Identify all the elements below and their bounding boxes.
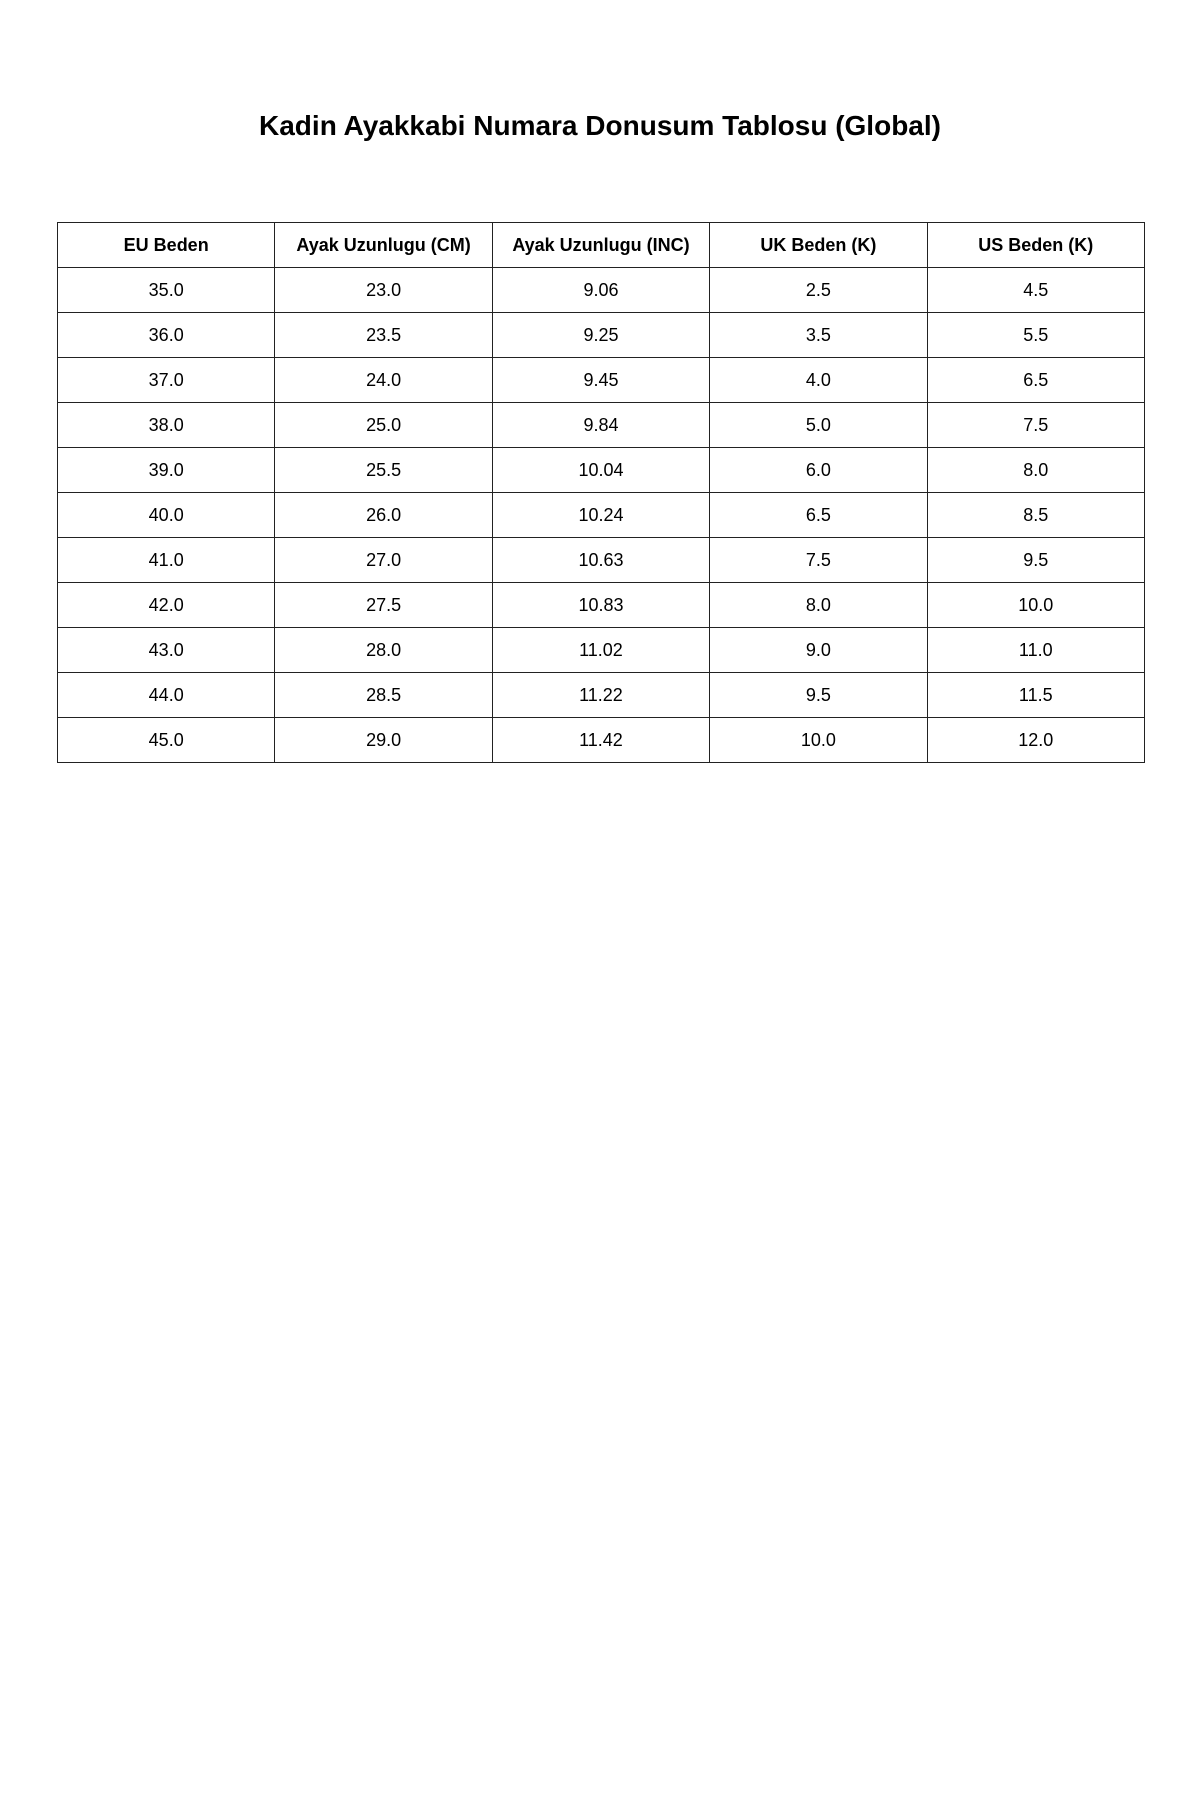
table-row: [58, 673, 1145, 718]
table-header-row: [58, 223, 1145, 268]
table-row: [58, 448, 1145, 493]
table-cell: 11.22: [492, 673, 709, 718]
table-row: [58, 493, 1145, 538]
table-cell: 7.5: [710, 538, 927, 583]
table-cell: 45.0: [58, 718, 275, 763]
table-cell: 9.5: [927, 538, 1144, 583]
column-header: Ayak Uzunlugu (INC): [492, 223, 709, 268]
table-cell: 39.0: [58, 448, 275, 493]
table-cell: 10.0: [927, 583, 1144, 628]
table-cell: 11.5: [927, 673, 1144, 718]
table-cell: 6.5: [927, 358, 1144, 403]
table-cell: 35.0: [58, 268, 275, 313]
table-cell: 44.0: [58, 673, 275, 718]
table-cell: 5.0: [710, 403, 927, 448]
table-cell: 27.0: [275, 538, 492, 583]
table-cell: 25.5: [275, 448, 492, 493]
size-conversion-table: [57, 222, 1145, 763]
table-cell: 9.84: [492, 403, 709, 448]
page-title: Kadin Ayakkabi Numara Donusum Tablosu (Global): [259, 110, 941, 141]
table-cell: 9.0: [710, 628, 927, 673]
table-cell: 12.0: [927, 718, 1144, 763]
table-cell: 9.25: [492, 313, 709, 358]
table-row: [58, 358, 1145, 403]
table-cell: 10.04: [492, 448, 709, 493]
table-cell: 2.5: [710, 268, 927, 313]
table-cell: 23.5: [275, 313, 492, 358]
table-cell: 11.42: [492, 718, 709, 763]
table-row: [58, 313, 1145, 358]
table-cell: 29.0: [275, 718, 492, 763]
table-cell: 43.0: [58, 628, 275, 673]
table-cell: 25.0: [275, 403, 492, 448]
table-cell: 5.5: [927, 313, 1144, 358]
table-row: [58, 403, 1145, 448]
table-cell: 9.06: [492, 268, 709, 313]
table-body: [58, 268, 1145, 763]
table-cell: 37.0: [58, 358, 275, 403]
table-cell: 8.0: [927, 448, 1144, 493]
table-row: [58, 628, 1145, 673]
table-cell: 23.0: [275, 268, 492, 313]
table-row: [58, 538, 1145, 583]
table-cell: 9.5: [710, 673, 927, 718]
table-cell: 26.0: [275, 493, 492, 538]
table-cell: 38.0: [58, 403, 275, 448]
table-cell: 10.63: [492, 538, 709, 583]
table-cell: 42.0: [58, 583, 275, 628]
table-cell: 11.0: [927, 628, 1144, 673]
table-cell: 10.83: [492, 583, 709, 628]
table-cell: 36.0: [58, 313, 275, 358]
table-cell: 10.24: [492, 493, 709, 538]
table-cell: 4.0: [710, 358, 927, 403]
table-cell: 8.0: [710, 583, 927, 628]
table-cell: 6.5: [710, 493, 927, 538]
column-header: UK Beden (K): [710, 223, 927, 268]
column-header: US Beden (K): [927, 223, 1144, 268]
table-row: [58, 718, 1145, 763]
table-row: [58, 583, 1145, 628]
table-cell: 7.5: [927, 403, 1144, 448]
table-cell: 3.5: [710, 313, 927, 358]
table-cell: 40.0: [58, 493, 275, 538]
table-cell: 41.0: [58, 538, 275, 583]
table-cell: 11.02: [492, 628, 709, 673]
table-cell: 6.0: [710, 448, 927, 493]
table-row: [58, 268, 1145, 313]
table-cell: 10.0: [710, 718, 927, 763]
column-header: Ayak Uzunlugu (CM): [275, 223, 492, 268]
table-cell: 8.5: [927, 493, 1144, 538]
table-cell: 24.0: [275, 358, 492, 403]
table-cell: 28.5: [275, 673, 492, 718]
table-cell: 4.5: [927, 268, 1144, 313]
column-header: EU Beden: [58, 223, 275, 268]
table-cell: 28.0: [275, 628, 492, 673]
table-cell: 27.5: [275, 583, 492, 628]
table-cell: 9.45: [492, 358, 709, 403]
